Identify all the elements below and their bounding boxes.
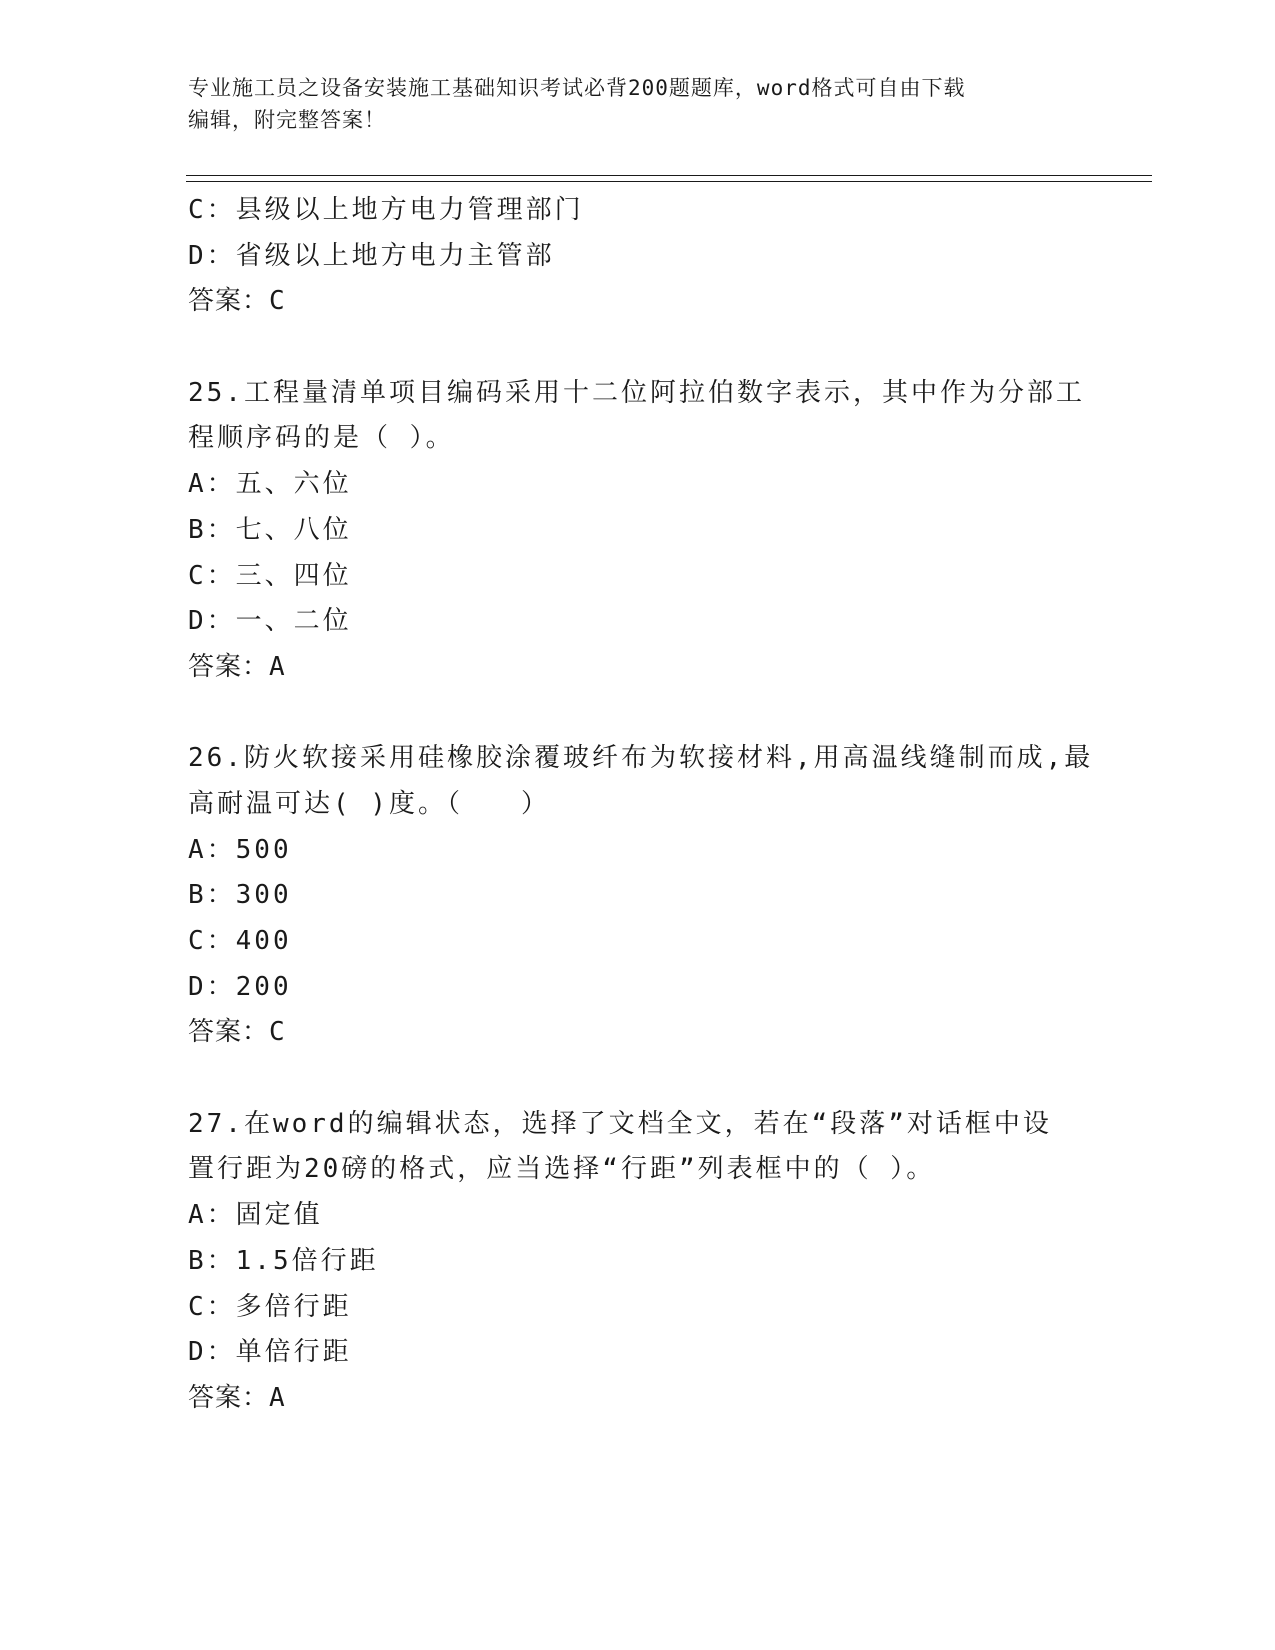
- option-c: [188, 919, 1088, 965]
- option-b: [188, 1239, 1088, 1285]
- answer-label: 答案：: [188, 286, 270, 317]
- option-letter: A：: [188, 834, 236, 865]
- question-stem-line-2: 高耐温可达( )度。（ ）: [188, 788, 550, 819]
- option-letter: D：: [188, 606, 236, 637]
- question-stem-line-2: 程顺序码的是（ ）。: [188, 423, 455, 454]
- answer-line: [188, 1010, 1088, 1056]
- option-c: [188, 1285, 1088, 1331]
- answer-line: [188, 645, 1088, 691]
- option-text: 一、二位: [235, 606, 352, 637]
- option-a: [188, 1193, 1088, 1239]
- option-d: [188, 1330, 1088, 1376]
- option-text: 五、六位: [235, 469, 352, 500]
- header-rule-top: [186, 175, 1152, 176]
- option-text: 七、八位: [235, 514, 352, 545]
- option-text: 1.5倍行距: [235, 1245, 379, 1276]
- option-text: 300: [235, 880, 292, 911]
- question-27: [188, 1102, 1088, 1422]
- page-header: [188, 72, 1078, 136]
- option-letter: C：: [188, 195, 236, 225]
- option-letter: B：: [188, 1245, 236, 1276]
- option-text: 三、四位: [235, 560, 352, 591]
- answer-label: 答案：: [188, 651, 270, 682]
- document-body: [188, 188, 1094, 1422]
- header-rule-bottom: [186, 181, 1152, 182]
- option-text: 单倍行距: [235, 1337, 352, 1368]
- header-line-2: 编辑，附完整答案！: [188, 108, 386, 132]
- option-c: [188, 188, 1088, 234]
- question-stem-line-2: 置行距为20磅的格式，应当选择“行距”列表框中的（ ）。: [188, 1154, 936, 1185]
- option-a: [188, 462, 1088, 508]
- question-stem-line-1: 26.防火软接采用硅橡胶涂覆玻纤布为软接材料,用高温线缝制而成,最: [188, 743, 1094, 774]
- option-letter: D：: [188, 971, 236, 1002]
- option-d: [188, 234, 1088, 280]
- answer-label: 答案：: [188, 1017, 270, 1048]
- option-letter: D：: [188, 1337, 236, 1368]
- option-d: [188, 965, 1088, 1011]
- option-letter: C：: [188, 926, 236, 956]
- option-text: 县级以上地方电力管理部门: [235, 195, 584, 225]
- answer-value: A: [269, 1382, 286, 1413]
- header-line-1: 专业施工员之设备安装施工基础知识考试必背200题题库，word格式可自由下载: [188, 76, 966, 100]
- question-stem-line-1: 27.在word的编辑状态，选择了文档全文，若在“段落”对话框中设: [188, 1108, 1052, 1139]
- question-stem-line-1: 25.工程量清单项目编码采用十二位阿拉伯数字表示，其中作为分部工: [188, 377, 1085, 408]
- question-26: [188, 736, 1094, 1056]
- option-text: 500: [235, 834, 292, 865]
- option-text: 200: [235, 971, 292, 1002]
- answer-value: C: [269, 1017, 286, 1048]
- answer-label: 答案：: [188, 1382, 270, 1413]
- option-b: [188, 508, 1088, 554]
- option-d: [188, 599, 1088, 645]
- option-text: 400: [235, 926, 292, 956]
- option-letter: B：: [188, 514, 236, 545]
- previous-question-tail: [188, 188, 1088, 325]
- option-letter: C：: [188, 1291, 236, 1322]
- option-letter: D：: [188, 240, 236, 271]
- question-25: [188, 371, 1088, 691]
- option-a: [188, 828, 1088, 874]
- answer-line: [188, 1376, 1088, 1422]
- option-letter: A：: [188, 1200, 236, 1231]
- option-text: 省级以上地方电力主管部: [235, 240, 555, 271]
- option-letter: C：: [188, 560, 236, 591]
- answer-value: C: [269, 286, 286, 317]
- option-b: [188, 873, 1088, 919]
- option-text: 多倍行距: [235, 1291, 352, 1322]
- option-letter: A：: [188, 469, 236, 500]
- answer-value: A: [269, 651, 286, 682]
- answer-line: [188, 279, 1088, 325]
- option-text: 固定值: [235, 1200, 323, 1231]
- option-c: [188, 554, 1088, 600]
- option-letter: B：: [188, 880, 236, 911]
